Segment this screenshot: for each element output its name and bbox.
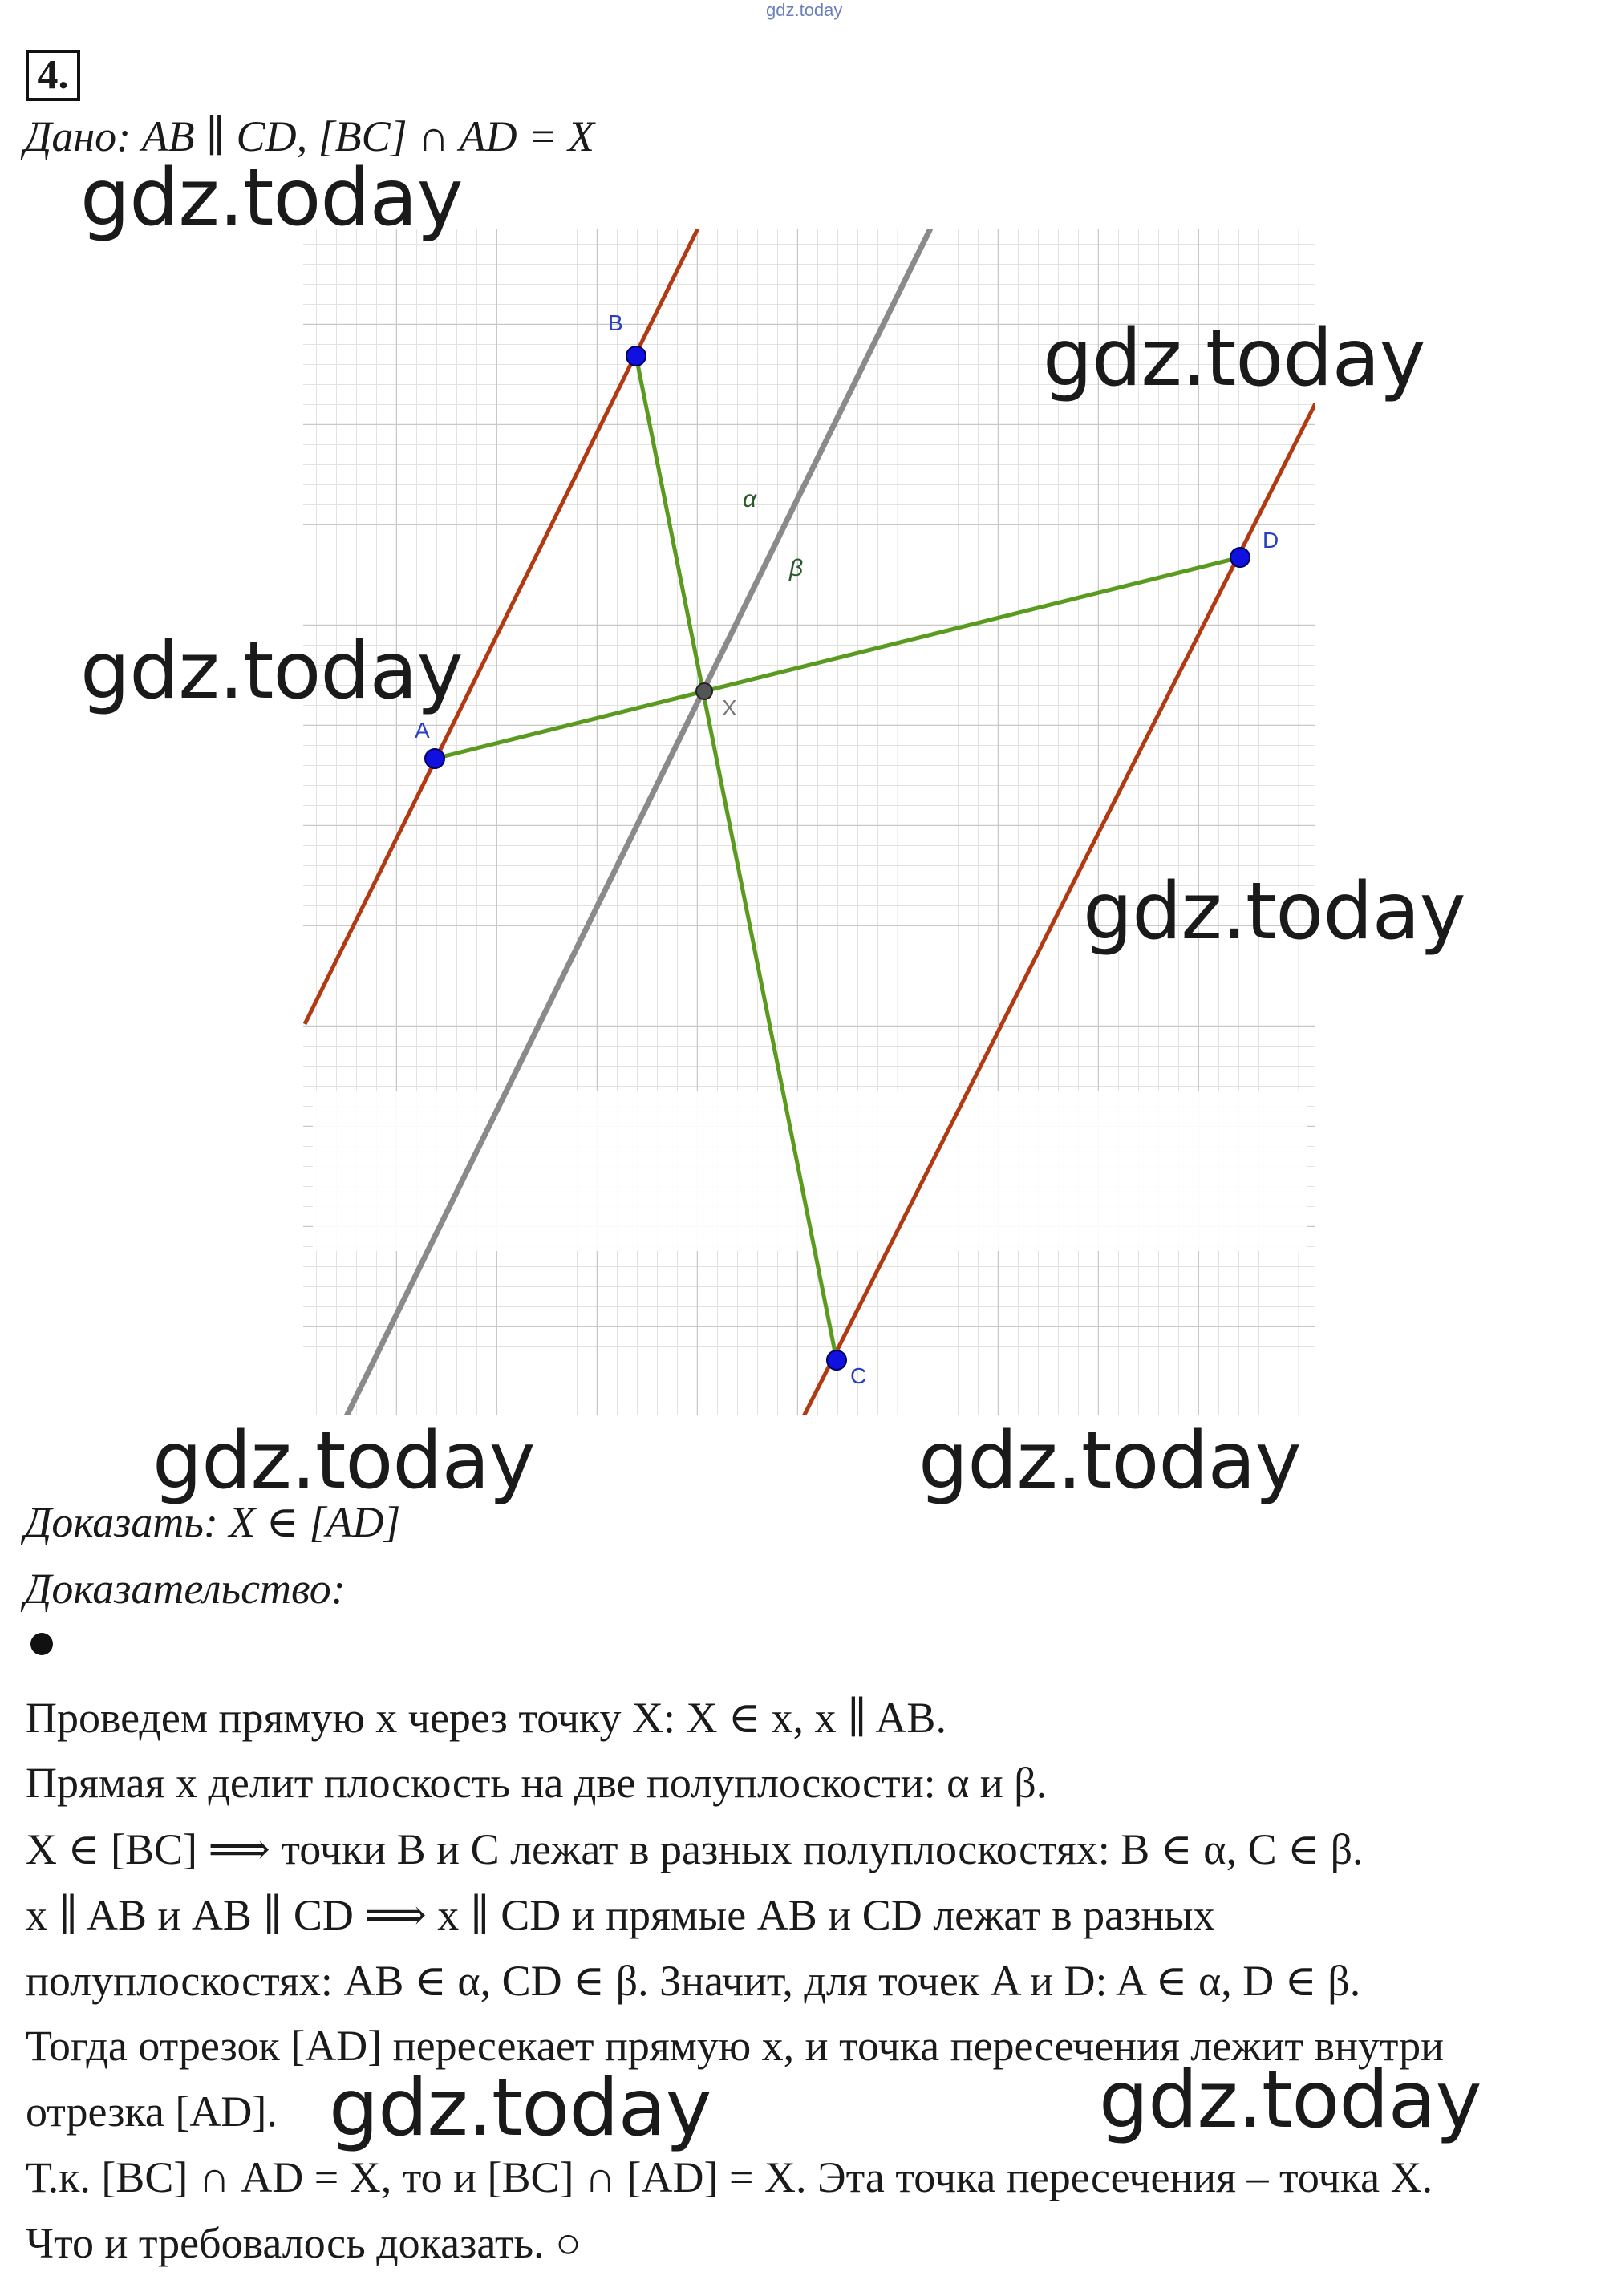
prove-text: : X ∈ [AD] xyxy=(203,1498,401,1546)
label-alpha: α xyxy=(743,486,757,512)
label-beta: β xyxy=(789,555,804,581)
bullet-point xyxy=(30,1633,53,1655)
proof-line-3: X ∈ [BC] ⟹ точки B и C лежат в разных полуплоскостях: B ∈ α, C ∈ β. xyxy=(26,1825,1364,1873)
site-name-header: gdz.today xyxy=(766,0,843,20)
prove-label: Доказать xyxy=(24,1498,204,1546)
proof-line-8: Т.к. [BC] ∩ AD = X, то и [BC] ∩ [AD] = X. Эта точка пересечения – точка X. xyxy=(26,2153,1433,2201)
watermark: gdz.today xyxy=(1099,2055,1481,2146)
watermark: gdz.today xyxy=(918,1415,1301,1507)
proof-line-4: x ∥ AB и AB ∥ CD ⟹ x ∥ CD и прямые AB и CD лежат в разных xyxy=(26,1891,1215,1939)
point-x xyxy=(696,683,712,699)
label-x: X xyxy=(722,695,737,720)
proof-label: Доказательство: xyxy=(24,1565,346,1613)
watermark: gdz.today xyxy=(80,626,463,717)
prove-line xyxy=(24,1496,400,1547)
watermark: gdz.today xyxy=(80,152,463,244)
given-label: Дано xyxy=(24,112,117,160)
watermark: gdz.today xyxy=(1083,866,1465,958)
watermark: gdz.today xyxy=(1043,313,1425,404)
proof-line-7: отрезка [AD]. xyxy=(26,2087,278,2136)
point-c xyxy=(827,1350,846,1370)
proof-line-1: Проведем прямую x через точку X: X ∈ x, x ∥ AB. xyxy=(26,1694,946,1742)
label-a: A xyxy=(415,718,430,743)
point-d xyxy=(1230,548,1250,567)
proof-line-9: Что и требовалось доказать. ○ xyxy=(26,2219,582,2267)
watermark: gdz.today xyxy=(152,1415,535,1507)
geometry-figure xyxy=(297,225,1340,1427)
watermark: gdz.today xyxy=(329,2063,711,2154)
label-b: B xyxy=(608,310,623,335)
point-b xyxy=(626,346,646,366)
proof-line-5: полуплоскостях: AB ∈ α, CD ∈ β. Значит, для точек A и D: A ∈ α, D ∈ β. xyxy=(26,1957,1361,2005)
task-number: 4. xyxy=(26,50,80,101)
proof-line-2: Прямая x делит плоскость на две полуплоскости: α и β. xyxy=(26,1759,1048,1807)
label-c: C xyxy=(850,1363,867,1388)
point-a xyxy=(425,749,444,768)
given-text: : AB ∥ CD, [BC] ∩ AD = X xyxy=(116,112,595,160)
proof-line-6: Тогда отрезок [AD] пересекает прямую x, и точка пересечения лежит внутри xyxy=(26,2022,1445,2070)
label-d: D xyxy=(1263,528,1279,553)
